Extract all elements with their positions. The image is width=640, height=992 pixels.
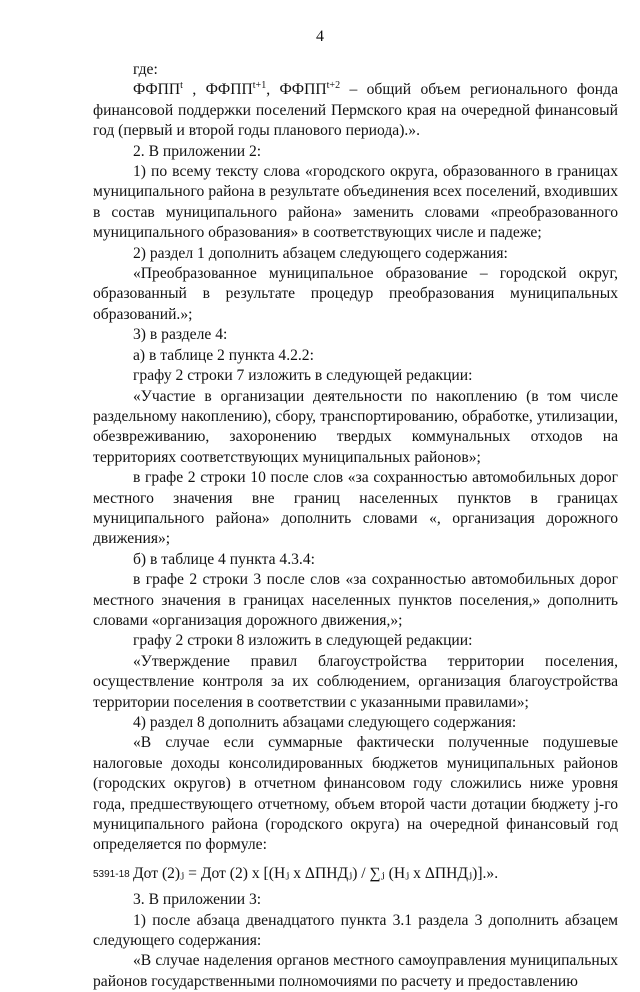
item-2-3: 3) в разделе 4: xyxy=(133,326,228,344)
item-3-1: 1) после абзаца двенадцатого пункта 3.1 раздела 3 дополнить абзацем следующего содержания: xyxy=(93,911,618,950)
item-2-2-quote: «Преобразованное муниципальное образование – городской округ, образованный в результате процедур преобразования муниципальных образований.»; xyxy=(93,265,618,323)
item-2-4: 4) раздел 8 дополнить абзацами следующего содержания: xyxy=(133,714,517,731)
item-2-4-quote: «В случае если суммарные фактически полученные подушевые налоговые доходы консолидированных бюджетов муниципальных районов (городских округов) в отчетном финансовом году сложились ниже уровня года, предшествующего отчетному, объем второй части дотации бюджету j-го муниципального района (городского округа) на очередной финансовый год определяется по формуле: xyxy=(93,734,618,854)
superscript-t: t xyxy=(180,80,183,92)
ffpp-definition-text: – общий объем регионального фонда финансовой поддержки поселений Пермского края на очередной финансовый год (первый и второй годы планового периода).». xyxy=(93,81,618,140)
paragraph-gde: где: xyxy=(133,61,158,78)
page-number: 4 xyxy=(316,28,324,45)
item-2-3-b: б) в таблице 4 пункта 4.3.4: xyxy=(133,550,315,568)
item-2-3-a-1-quote: «Участие в организации деятельности по накоплению (в том числе раздельному накоплению), сбору, транспортированию, обработке, утилизации, обезвреживанию, захоронению твердых коммунальных отходов на территориях соответствующих муниципальных районов»; xyxy=(93,387,618,466)
ffpp-term-t: ФФПП xyxy=(133,81,181,99)
paragraph-ffpp-definition: ФФПП$^t$ , $ФФПП^{t+1}$, $ФФПП^{t+2}$ – общий объем регионального фонда финансовой поддержки поселений Пермского края на очередной финансовый год (первый и второй годы планового периода).». xyxy=(93,80,618,140)
document-body xyxy=(93,60,618,992)
item-2-3-b-2-quote: «Утверждение правил благоустройства территории поселения, осуществление контроля за их соблюдением, организация благоустройства территории поселения в соответствии с указанными правилами»; xyxy=(93,652,618,711)
ffpp-term-t2: ФФПП xyxy=(279,81,327,99)
item-2-3-b-2: графу 2 строки 8 изложить в следующей редакции: xyxy=(133,632,473,650)
item-2-1: 1) по всему тексту слова «городского округа, образованного в границах муниципального района в результате объединения всех поселений, входивших в состав муниципального района» заменить словами «преобразованного муниципального образования» в соответствующих числе и падеже; xyxy=(93,163,618,242)
item-2-3-a-2: в графе 2 строки 10 после слов «за сохранностью автомобильных дорог местного значения вне границ населенных пунктов в границах муниципального района» дополнить словами «, организация дорожного движения»; xyxy=(93,469,618,548)
item-2-3-b-1: в графе 2 строки 3 после слов «за сохранностью автомобильных дорог местного значения в границах населенных пунктов поселения,» дополнить словами «организация дорожного движения,»; xyxy=(93,571,618,629)
item-3-1-quote: «В случае наделения органов местного самоуправления муниципальных районов государственными полномочиями по расчету и предоставлению xyxy=(93,952,618,990)
section-appendix-2: 2. В приложении 2: xyxy=(133,142,262,160)
section-appendix-3: 3. В приложении 3: xyxy=(133,891,262,909)
ffpp-term-t1: ФФПП xyxy=(205,81,253,99)
formula: Дот (2)ⱼ = Дот (2) х [(Нⱼ х ΔПНДⱼ) / ∑ⱼ (Нⱼ х ΔПНДⱼ)].». xyxy=(133,864,499,882)
footer-document-code: 5391-18 xyxy=(93,869,130,880)
item-2-2: 2) раздел 1 дополнить абзацем следующего содержания: xyxy=(133,244,508,262)
superscript-t1: t+1 xyxy=(252,80,267,92)
item-2-3-a: а) в таблице 2 пункта 4.2.2: xyxy=(133,346,314,364)
item-2-3-a-1: графу 2 строки 7 изложить в следующей редакции: xyxy=(133,367,473,385)
superscript-t2: t+2 xyxy=(326,80,341,92)
